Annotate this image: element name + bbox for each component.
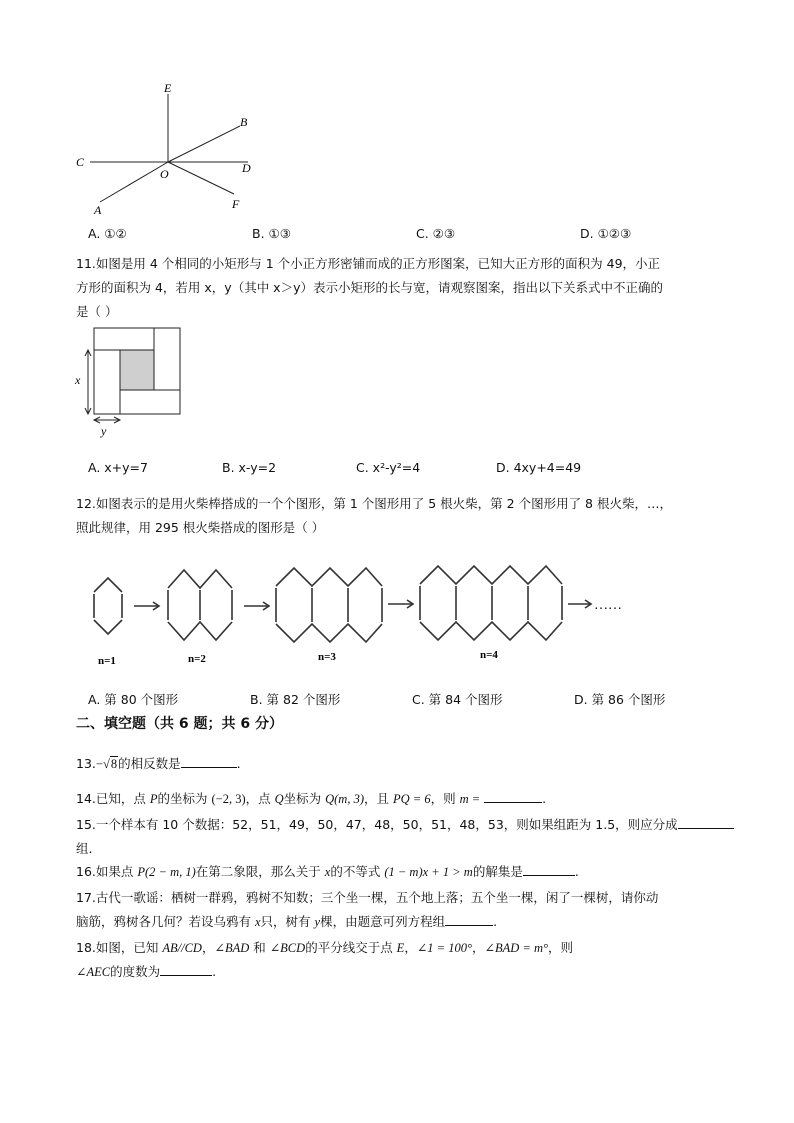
sqrt-sign: √ (102, 757, 110, 771)
q18-text-f: ， (472, 940, 485, 955)
q16-text-b: 在第二象限，那么关于 (195, 864, 325, 879)
q11-line-3: 是（ ） (76, 304, 118, 319)
matchstick-shape-n3 (276, 568, 382, 642)
q18-angle-1: ∠1 = 100° (416, 941, 472, 955)
q14-text-f: ，则 (430, 791, 460, 806)
q13-radicand: 8 (110, 757, 118, 771)
q14-text-a: 14.已知，点 (76, 791, 150, 806)
q14-p-coord: (−2, 3) (211, 792, 246, 806)
q18-text-g: ，则 (548, 940, 574, 955)
q16-text-a: 16.如果点 (76, 864, 138, 879)
q14-end: . (542, 791, 547, 806)
q13-text: 的相反数是 (118, 756, 181, 771)
matchstick-figure (84, 556, 654, 668)
q18-E: E (396, 941, 405, 955)
q18-angle-aec: ∠AEC (76, 965, 111, 979)
q15-line-2: 组. (76, 841, 93, 856)
q14-answer-blank[interactable] (484, 790, 542, 803)
label-n1: n=1 (98, 655, 116, 667)
label-A: A (94, 203, 102, 217)
ellipsis: …… (594, 598, 622, 613)
q12-option-b: B. 第 82 个图形 (250, 692, 341, 707)
q16-text-c: 的不等式 (330, 864, 385, 879)
square-tiling-figure (72, 326, 184, 438)
q18-end: . (212, 964, 217, 979)
q18-text-e: ， (404, 940, 417, 955)
q14-text-e: ，且 (364, 791, 393, 806)
q14-Q: Q (274, 792, 284, 806)
q16-x: x (324, 865, 331, 879)
q18-parallel: AB//CD (162, 941, 202, 955)
q14-equation: PQ = 6 (392, 792, 431, 806)
q13-number: 13. (76, 756, 96, 771)
q14-m: m = (459, 792, 481, 806)
q13-minus: − (95, 757, 103, 771)
q18-text-a: 18.如图，已知 (76, 940, 163, 955)
q14-text-b: 的坐标为 (157, 791, 212, 806)
q10-option-b: B. ①③ (252, 226, 291, 241)
q18-line-2 (76, 962, 216, 980)
label-y: y (101, 424, 107, 438)
q18-answer-blank[interactable] (160, 963, 212, 976)
q11-option-a: A. x+y=7 (88, 460, 148, 475)
q12-line-2: 照此规律，用 295 根火柴搭成的图形是（ ） (76, 520, 325, 535)
label-E: E (164, 82, 172, 95)
label-n4: n=4 (480, 649, 498, 661)
q10-option-a: A. ①② (88, 226, 127, 241)
q13-answer-blank[interactable] (181, 755, 237, 768)
q16-inequality: (1 − m)x + 1 > m (384, 865, 473, 879)
q17-line-2 (76, 912, 497, 930)
q10-option-c: C. ②③ (416, 226, 456, 241)
q11-line-1: 11.如图是用 4 个相同的小矩形与 1 个小正方形密铺而成的正方形图案，已知大正方形的面积为 49，小正 (76, 256, 661, 271)
q13-end: . (236, 756, 241, 771)
q16-answer-blank[interactable] (523, 863, 575, 876)
q15-text: 15.一个样本有 10 个数据：52，51，49，50，47，48，50，51，48，53，则如果组距为 1.5，则应分成 (76, 817, 678, 832)
q10-option-d: D. ①②③ (580, 226, 632, 241)
q16 (76, 862, 579, 880)
q17-line-1: 17.古代一歌谣：栖树一群鸦，鸦树不知数；三个坐一棵，五个地上落；五个坐一棵，闲了一棵树，请你动 (76, 890, 659, 905)
q13 (76, 754, 241, 772)
q11-option-c: C. x²-y²=4 (356, 460, 421, 475)
q16-point: P(2 − m, 1) (137, 865, 196, 879)
q12-option-a: A. 第 80 个图形 (88, 692, 179, 707)
q14-text-c: ，点 (245, 791, 275, 806)
section-heading: 二、填空题（共 6 题；共 6 分） (76, 716, 283, 732)
matchstick-shape-n4 (420, 566, 562, 640)
q12-option-c: C. 第 84 个图形 (412, 692, 503, 707)
q11-option-d: D. 4xy+4=49 (496, 460, 582, 475)
q12-option-d: D. 第 86 个图形 (574, 692, 666, 707)
q11-option-b: B. x-y=2 (222, 460, 277, 475)
small-square (120, 350, 154, 390)
q16-text-d: 的解集是 (472, 864, 523, 879)
q18-line-1 (76, 938, 573, 956)
label-B: B (240, 115, 248, 129)
angle-figure (76, 82, 256, 218)
q17-answer-blank[interactable] (445, 913, 493, 926)
label-n2: n=2 (188, 653, 206, 665)
q17-text-a: 脑筋，鸦树各几何？若设乌鸦有 (76, 914, 255, 929)
q18-text-h: 的度数为 (110, 964, 161, 979)
q14-text-d: 坐标为 (283, 791, 326, 806)
label-O: O (160, 167, 169, 181)
q17-x: x (254, 915, 261, 929)
q15-answer-blank[interactable] (678, 816, 734, 829)
q14-q-coord: Q(m, 3) (325, 792, 364, 806)
q18-angle-bcd: ∠BCD (269, 941, 306, 955)
q17-text-c: 棵，由题意可列方程组 (320, 914, 446, 929)
q17-text-b: 只，树有 (260, 914, 315, 929)
label-F: F (232, 197, 240, 211)
label-n3: n=3 (318, 651, 336, 663)
label-D: D (242, 161, 251, 175)
q15-line-1 (76, 815, 734, 833)
q18-text-d: 的平分线交于点 (305, 940, 397, 955)
q18-angle-bad: ∠BAD (214, 941, 250, 955)
q16-end: . (574, 864, 579, 879)
matchstick-shape-n2 (168, 570, 232, 640)
q17-end: . (493, 914, 498, 929)
label-C: C (76, 155, 85, 169)
q12-line-1: 12.如图表示的是用火柴棒搭成的一个个图形，第 1 个图形用了 5 根火柴，第 2 个图形用了 8 根火柴，…， (76, 496, 672, 511)
label-x: x (75, 373, 81, 387)
q11-line-2: 方形的面积为 4，若用 x，y（其中 x＞y）表示小矩形的长与宽，请观察图案，指出以下关系式中不正确的 (76, 280, 663, 295)
q18-text-b: ， (201, 940, 215, 955)
q18-text-c: 和 (249, 940, 270, 955)
matchstick-shape-n1 (94, 556, 122, 634)
q18-angle-bad-m: ∠BAD = m° (484, 941, 548, 955)
q14-P: P (149, 792, 158, 806)
q14 (76, 789, 546, 807)
q17-y: y (314, 915, 321, 929)
